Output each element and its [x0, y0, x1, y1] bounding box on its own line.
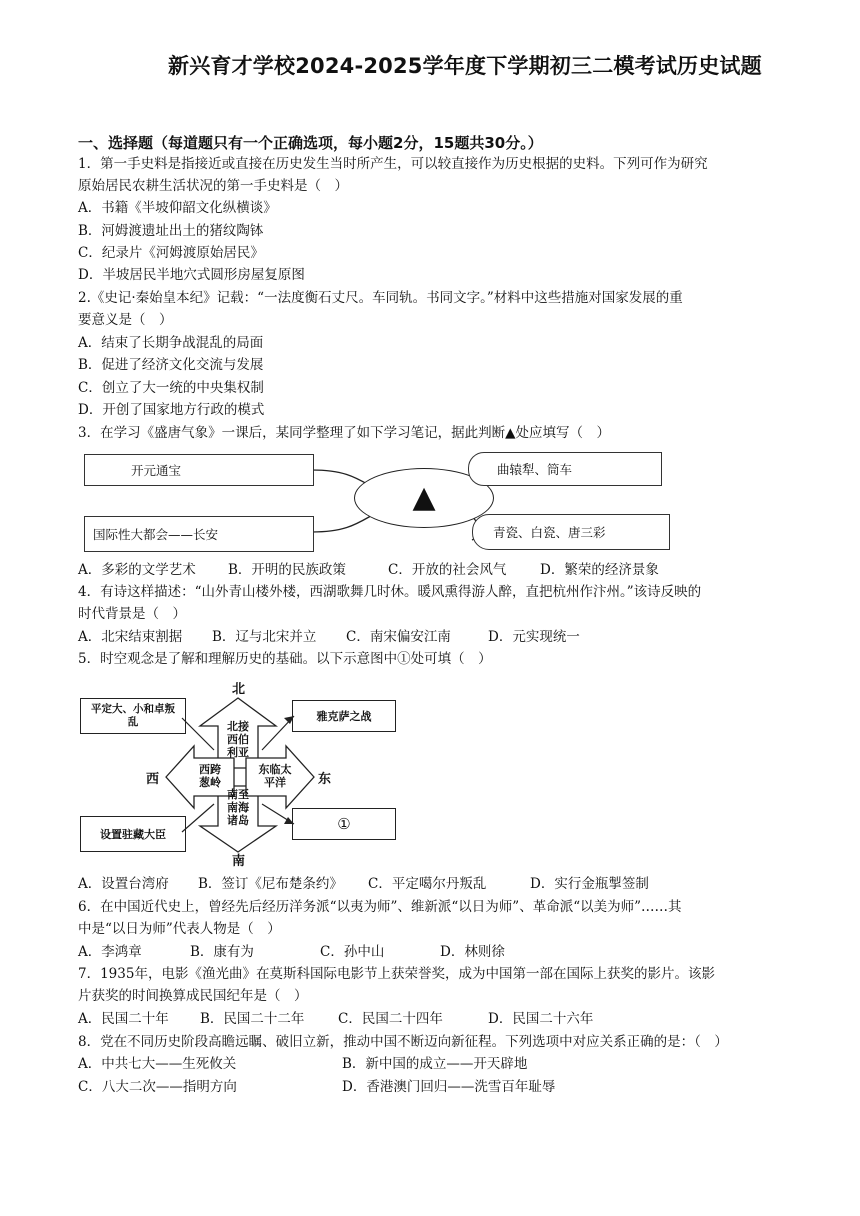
event-box-northwest: [80, 698, 186, 734]
note-box-top-right: [468, 452, 662, 486]
note-text: 曲辕犁、筒车: [497, 462, 573, 477]
option-d: D．元实现统一: [488, 629, 580, 645]
option-c: C．开放的社会风气: [388, 562, 507, 578]
option-a: A．结束了长期争战混乱的局面: [78, 335, 264, 351]
option-c: C．八大二次——指明方向: [78, 1079, 237, 1095]
question-stem: 要意义是（ ）: [78, 312, 173, 328]
west-label: 西: [146, 772, 160, 787]
event-text: 雅克萨之战: [316, 710, 372, 723]
question-stem: 中是“以日为师”代表人物是（ ）: [78, 921, 281, 937]
note-box-top-left: [84, 454, 314, 486]
option-a: A．北宋结束割据: [78, 629, 183, 645]
option-b: B．康有为: [190, 944, 254, 960]
question-stem: 5．时空观念是了解和理解历史的基础。以下示意图中①处可填（ ）: [78, 651, 492, 667]
question-stem: 2.《史记·秦始皇本纪》记载：“一法度衡石丈尺。车同轨。书同文字。”材料中这些措施对国家发展的重: [78, 290, 683, 306]
question-stem: 片获奖的时间换算成民国纪年是（ ）: [78, 988, 308, 1004]
east-arrow-text: 东临太平洋: [258, 763, 292, 789]
option-a: A．书籍《半坡仰韶文化纵横谈》: [78, 200, 277, 216]
option-d: D．香港澳门回归——洗雪百年耻辱: [342, 1079, 556, 1095]
south-arrow-text: 南至南海诸岛: [227, 788, 249, 827]
question-stem: 时代背景是（ ）: [78, 606, 186, 622]
event-box-southwest: [80, 816, 186, 852]
option-d: D．实行金瓶掣签制: [530, 876, 649, 892]
option-d: D．林则徐: [440, 944, 505, 960]
option-c: C．南宋偏安江南: [346, 629, 451, 645]
blank-marker: ①: [337, 815, 351, 833]
option-b: B．河姆渡遗址出土的猪纹陶钵: [78, 223, 264, 239]
option-c: C．民国二十四年: [338, 1011, 443, 1027]
option-c: C．平定噶尔丹叛乱: [368, 876, 487, 892]
option-c: C．纪录片《河姆渡原始居民》: [78, 245, 264, 261]
note-text: 国际性大都会——长安: [93, 527, 219, 542]
option-a: A．设置台湾府: [78, 876, 169, 892]
note-box-bottom-left: [84, 516, 314, 552]
option-b: B．促进了经济文化交流与发展: [78, 357, 264, 373]
event-text: 设置驻藏大臣: [100, 828, 166, 841]
question-stem: 6．在中国近代史上，曾经先后经历洋务派“以夷为师”、维新派“以日为师”、革命派“以美为师”……其: [78, 899, 682, 915]
option-a: A．多彩的文学艺术: [78, 562, 196, 578]
option-b: B．辽与北宋并立: [212, 629, 317, 645]
tang-notes-diagram: [84, 450, 668, 558]
option-b: B．开明的民族政策: [228, 562, 346, 578]
option-d: D．半坡居民半地穴式圆形房屋复原图: [78, 267, 305, 283]
option-a: A．民国二十年: [78, 1011, 169, 1027]
option-b: B．新中国的成立——开天辟地: [342, 1056, 528, 1072]
event-box-northeast: [292, 700, 396, 732]
question-stem: 4．有诗这样描述：“山外青山楼外楼，西湖歌舞几时休。暖风熏得游人醉，直把杭州作汴州。”该诗反映的: [78, 584, 702, 600]
north-arrow-text: 北接西伯利亚: [227, 720, 249, 759]
option-a: A．中共七大——生死攸关: [78, 1056, 237, 1072]
note-box-bottom-right: [472, 514, 670, 550]
option-b: B．民国二十二年: [200, 1011, 305, 1027]
question-stem: 7．1935年，电影《渔光曲》在莫斯科国际电影节上获荣誉奖，成为中国第一部在国际上获奖的影片。该影: [78, 966, 715, 982]
question-stem: 1．第一手史料是指接近或直接在历史发生当时所产生，可以较直接作为历史根据的史料。下列可作为研究: [78, 156, 708, 172]
option-d: D．民国二十六年: [488, 1011, 594, 1027]
territory-diagram: [78, 676, 408, 869]
option-c: C．孙中山: [320, 944, 385, 960]
option-d: D．繁荣的经济景象: [540, 562, 659, 578]
note-text: 开元通宝: [131, 463, 182, 478]
section-heading: 一、选择题（每道题只有一个正确选项，每小题2分，15题共30分。）: [78, 134, 543, 152]
south-label: 南: [232, 854, 246, 869]
option-d: D．开创了国家地方行政的模式: [78, 402, 265, 418]
note-text: 青瓷、白瓷、唐三彩: [493, 525, 606, 540]
question-stem: 原始居民农耕生活状况的第一手史料是（ ）: [78, 178, 348, 194]
west-arrow-text: 西跨葱岭: [199, 763, 221, 789]
question-stem: 8．党在不同历史阶段高瞻远瞩、破旧立新，推动中国不断迈向新征程。下列选项中对应关系正确的是：（ ）: [78, 1034, 728, 1050]
option-a: A．李鸿章: [78, 944, 142, 960]
event-text: 平定大、小和卓叛乱: [91, 703, 175, 728]
option-c: C．创立了大一统的中央集权制: [78, 380, 264, 396]
triangle-icon: ▲: [412, 480, 436, 515]
question-stem: 3．在学习《盛唐气象》一课后，某同学整理了如下学习笔记，据此判断▲处应填写（ ）: [78, 425, 610, 441]
option-b: B．签订《尼布楚条约》: [198, 876, 343, 892]
event-box-southeast: [292, 808, 396, 840]
north-label: 北: [232, 682, 246, 697]
east-label: 东: [318, 772, 332, 787]
exam-title: 新兴育才学校2024-2025学年度下学期初三二模考试历史试题: [168, 54, 762, 78]
